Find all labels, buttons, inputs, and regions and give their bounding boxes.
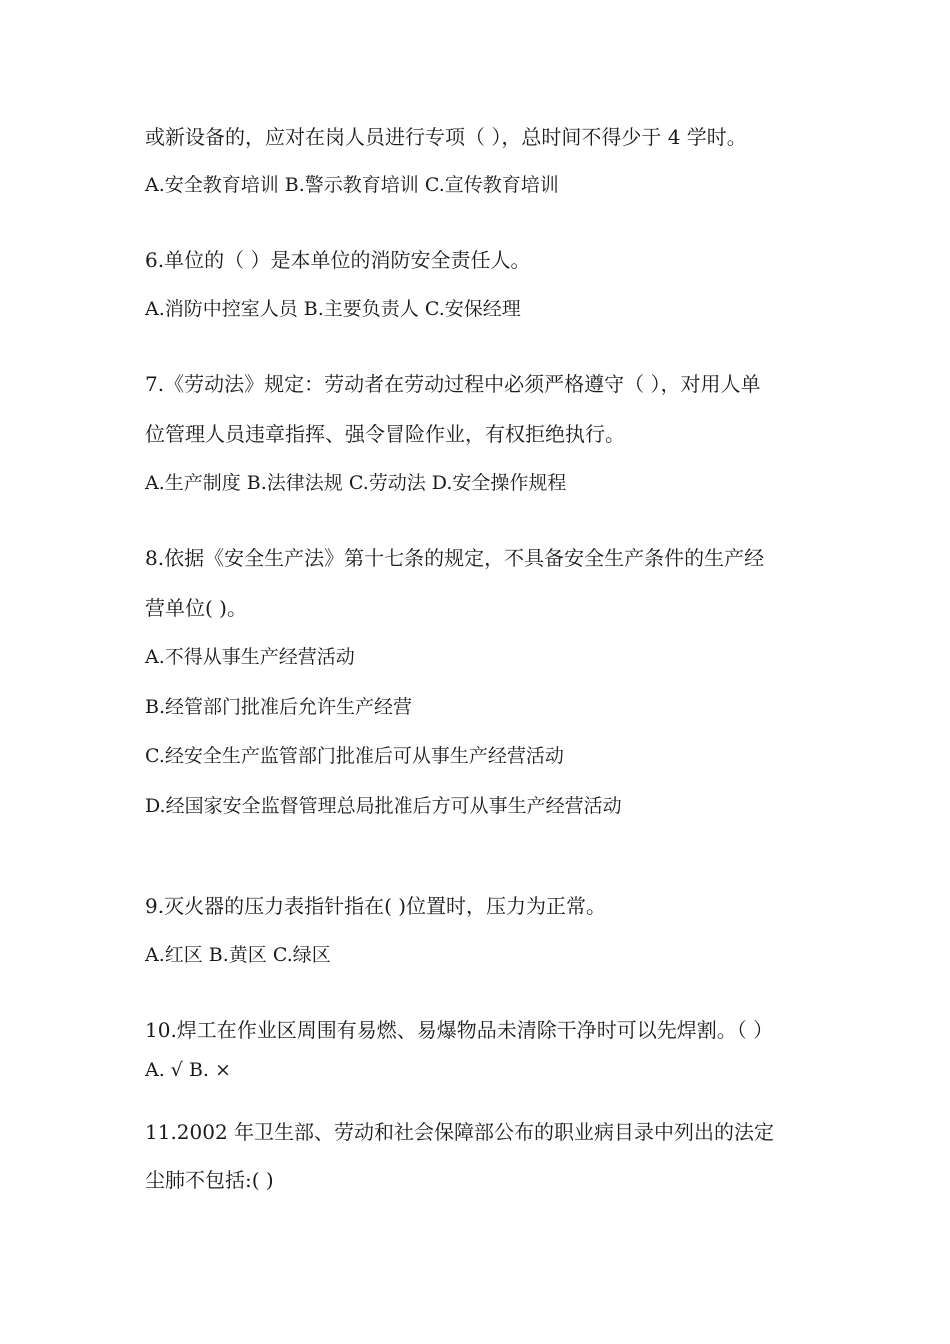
question-11-text-line-1: 11.2002 年卫生部、劳动和社会保障部公布的职业病目录中列出的法定 — [145, 1120, 775, 1144]
question-7-options: A.生产制度 B.法律法规 C.劳动法 D.安全操作规程 — [145, 472, 567, 494]
question-7-text-line-2: 位管理人员违章指挥、强令冒险作业，有权拒绝执行。 — [145, 422, 625, 446]
question-5-options: A.安全教育培训 B.警示教育培训 C.宣传教育培训 — [145, 174, 559, 196]
question-8-option-d: D.经国家安全监督管理总局批准后方可从事生产经营活动 — [145, 795, 622, 817]
question-6-options: A.消防中控室人员 B.主要负责人 C.安保经理 — [145, 298, 521, 320]
question-8-text-line-2: 营单位( )。 — [145, 596, 247, 620]
question-8-option-a: A.不得从事生产经营活动 — [145, 646, 355, 668]
question-10-options: A. √ B. × — [145, 1059, 231, 1081]
question-9-text: 9.灭火器的压力表指针指在( )位置时，压力为正常。 — [145, 894, 607, 918]
question-8-option-c: C.经安全生产监管部门批准后可从事生产经营活动 — [145, 745, 564, 767]
question-9-options: A.红区 B.黄区 C.绿区 — [145, 944, 331, 966]
question-8-text-line-1: 8.依据《安全生产法》第十七条的规定，不具备安全生产条件的生产经 — [145, 546, 765, 570]
question-11-text-line-2: 尘肺不包括:( ) — [145, 1168, 274, 1192]
question-8-option-b: B.经管部门批准后允许生产经营 — [145, 696, 413, 718]
question-6-text: 6.单位的（ ）是本单位的消防安全责任人。 — [145, 248, 531, 272]
question-10-text: 10.焊工在作业区周围有易燃、易爆物品未清除干净时可以先焊割。（ ） — [145, 1018, 774, 1042]
question-7-text-line-1: 7.《劳动法》规定：劳动者在劳动过程中必须严格遵守（ ），对用人单 — [145, 372, 761, 396]
question-5-text-end: 或新设备的，应对在岗人员进行专项（ ），总时间不得少于 4 学时。 — [145, 125, 747, 149]
